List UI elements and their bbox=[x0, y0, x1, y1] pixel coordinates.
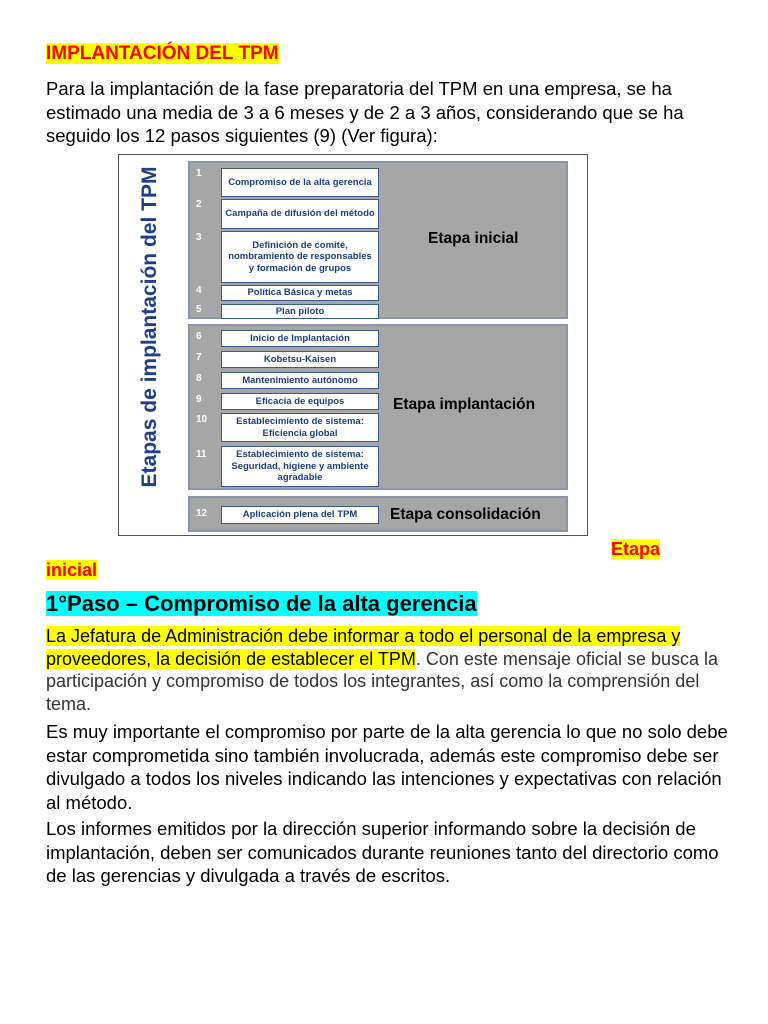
stage-group-inicial bbox=[188, 161, 568, 319]
paragraph-1-rest: . Con este mensaje oficial se busca la participación y compromiso de todos los integrantes, así como la comprensión del tema. bbox=[46, 648, 719, 714]
stage-name-inicial: Etapa inicial bbox=[428, 230, 519, 247]
stage-label-part1 bbox=[590, 535, 660, 563]
step-box: Plan piloto bbox=[221, 304, 379, 319]
step-box: Establecimiento de sistema: Eficiencia global bbox=[221, 413, 379, 442]
step-number: 11 bbox=[196, 449, 207, 460]
step-number: 12 bbox=[196, 508, 208, 519]
step-number: 10 bbox=[196, 414, 208, 425]
step-number: 7 bbox=[196, 352, 202, 363]
document-title-text: IMPLANTACIÓN DEL TPM bbox=[46, 43, 279, 64]
paragraph-1-highlight: La Jefatura de Administración debe informar a todo el personal de la empresa y proveedores, la decisión de establecer el TPM bbox=[46, 626, 681, 669]
step-box: Mantenimiento autónomo bbox=[221, 372, 379, 389]
figure-vertical-label bbox=[119, 155, 181, 537]
paragraph-3: Los informes emitidos por la dirección superior informando sobre la decisión de implantación, deben ser comunicados durante reuniones tanto del directorio como de las gerencias y divulgada a través de escritos. bbox=[46, 818, 719, 886]
step-number: 4 bbox=[196, 285, 202, 296]
step-number: 9 bbox=[196, 394, 202, 405]
step-box: Campaña de difusión del método bbox=[221, 199, 379, 229]
stage-label-part2 bbox=[46, 557, 97, 583]
paragraph-1 bbox=[46, 625, 736, 715]
step-number: 6 bbox=[196, 331, 202, 342]
intro-paragraph: Para la implantación de la fase preparatoria del TPM en una empresa, se ha estimado una media de 3 a 6 meses y de 2 a 3 años, considerando que se ha seguido los 12 pasos siguientes (9) (Ver figura): bbox=[46, 78, 684, 146]
step-box: Política Básica y metas bbox=[221, 285, 379, 301]
step-number: 1 bbox=[196, 168, 202, 179]
step-box: Eficacia de equipos bbox=[221, 393, 379, 410]
step1-heading-text: 1°Paso – Compromiso de la alta gerencia bbox=[46, 591, 477, 616]
tpm-stages-figure bbox=[118, 154, 588, 536]
paragraph-2: Es muy importante el compromiso por parte de la alta gerencia lo que no solo debe estar comprometida sino también involucrada, además este compromiso debe ser divulgado a todos los niveles indicando las intenciones y expectativas con relación al método. bbox=[46, 721, 728, 813]
step-box: Kobetsu-Kaisen bbox=[221, 351, 379, 368]
stage-label-part1-text: Etapa bbox=[610, 539, 660, 559]
step-box: Aplicación plena del TPM bbox=[221, 506, 379, 524]
stage-name-consolidacion: Etapa consolidación bbox=[390, 506, 541, 523]
stage-name-implantacion: Etapa implantación bbox=[393, 396, 536, 413]
document-title bbox=[46, 42, 279, 66]
step-box: Inicio de Implantación bbox=[221, 330, 379, 347]
figure-vertical-label-text: Etapas de implantación del TPM bbox=[138, 166, 161, 488]
step1-heading bbox=[46, 590, 477, 618]
stage-group-consolidacion bbox=[188, 496, 568, 532]
step-number: 8 bbox=[196, 373, 202, 384]
step-box: Establecimiento de sistema: Seguridad, higiene y ambiente agradable bbox=[221, 446, 379, 487]
step-box: Compromiso de la alta gerencia bbox=[221, 168, 379, 197]
step-box: Definición de comité, nombramiento de responsables y formación de grupos bbox=[221, 231, 379, 283]
stage-label-part2-text: inicial bbox=[46, 560, 98, 580]
step-number: 3 bbox=[196, 232, 202, 243]
step-number: 2 bbox=[196, 199, 202, 210]
stage-group-implantacion bbox=[188, 324, 568, 490]
step-number: 5 bbox=[196, 304, 202, 315]
